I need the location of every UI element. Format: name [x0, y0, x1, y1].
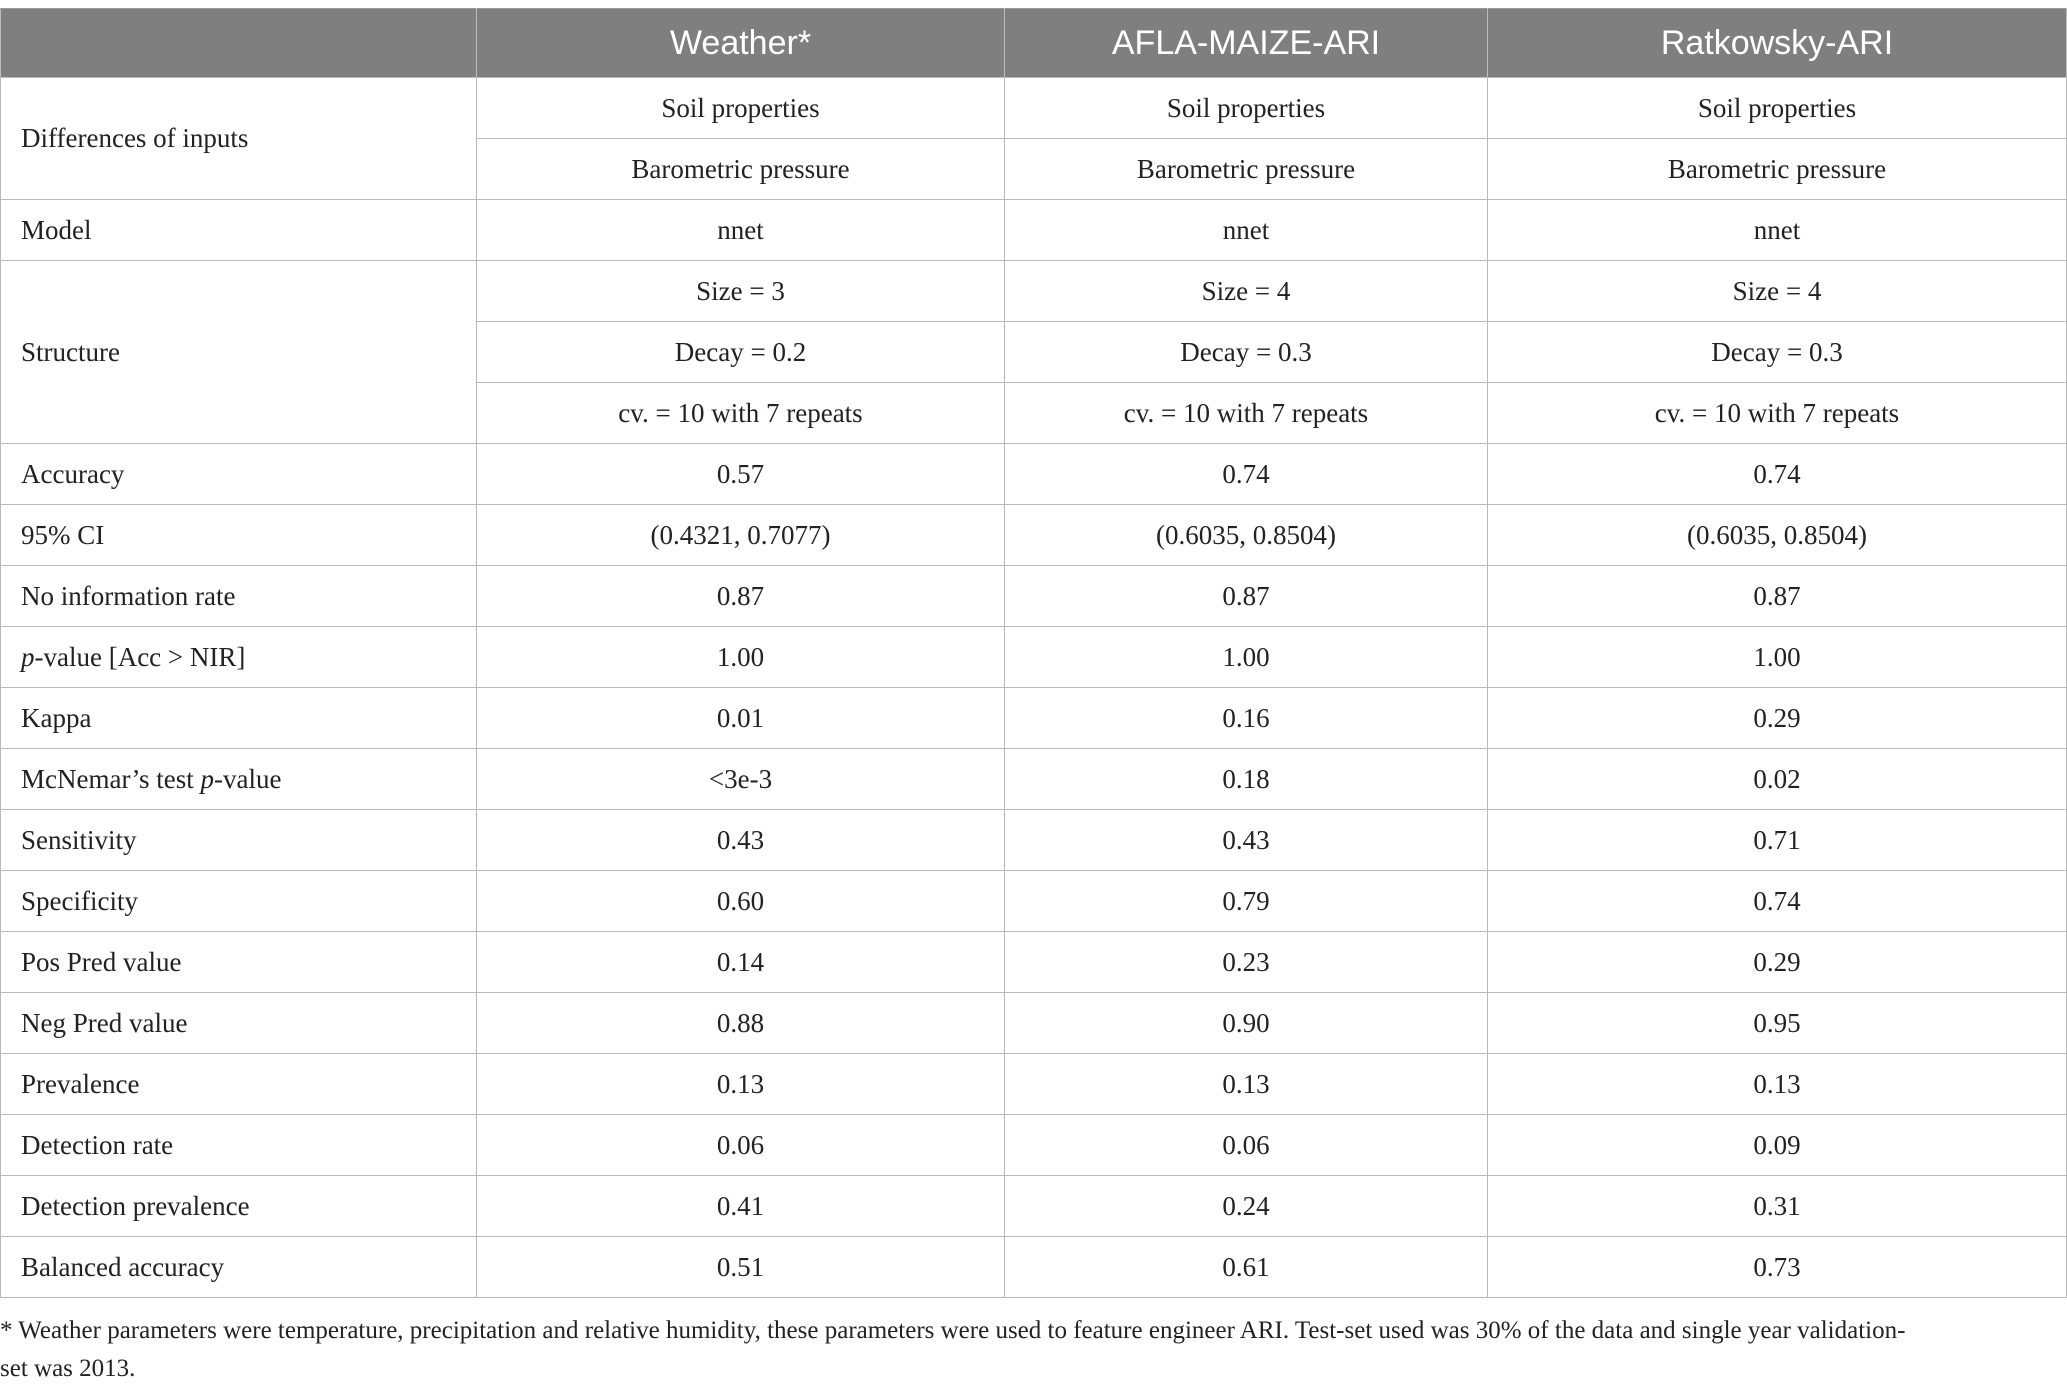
- table-row: [1, 993, 2067, 1054]
- table-cell: 0.74: [1005, 444, 1488, 505]
- row-label: Pos Pred value: [1, 932, 477, 993]
- table-cell: 0.29: [1488, 688, 2067, 749]
- row-label: Neg Pred value: [1, 993, 477, 1054]
- table-cell: 0.06: [477, 1115, 1005, 1176]
- table-cell: 0.87: [1005, 566, 1488, 627]
- row-label: Sensitivity: [1, 810, 477, 871]
- table-cell: (0.6035, 0.8504): [1005, 505, 1488, 566]
- table-cell: Decay = 0.3: [1005, 322, 1488, 383]
- table-cell: 0.57: [477, 444, 1005, 505]
- table-cell: Soil properties: [1005, 78, 1488, 139]
- table-footnote: [0, 1312, 2060, 1388]
- table-cell: cv. = 10 with 7 repeats: [1005, 383, 1488, 444]
- table-row: [1, 688, 2067, 749]
- table-cell: 0.87: [477, 566, 1005, 627]
- table-cell: Barometric pressure: [1005, 139, 1488, 200]
- table-cell: 0.71: [1488, 810, 2067, 871]
- row-label: Detection prevalence: [1, 1176, 477, 1237]
- table-cell: 0.29: [1488, 932, 2067, 993]
- table-row: [1, 1115, 2067, 1176]
- table-cell: 0.51: [477, 1237, 1005, 1298]
- header-ratkowsky-ari: Ratkowsky-ARI: [1488, 9, 2067, 78]
- table-cell: nnet: [1005, 200, 1488, 261]
- row-label: No information rate: [1, 566, 477, 627]
- table-cell: 0.74: [1488, 444, 2067, 505]
- table-cell: cv. = 10 with 7 repeats: [477, 383, 1005, 444]
- table-cell: 0.61: [1005, 1237, 1488, 1298]
- table-cell: 0.06: [1005, 1115, 1488, 1176]
- table-cell: 0.13: [477, 1054, 1005, 1115]
- row-label-rest: -value: [213, 763, 282, 794]
- row-label: Kappa: [1, 688, 477, 749]
- table-cell: Size = 4: [1488, 261, 2067, 322]
- row-label-rest: -value [Acc > NIR]: [34, 641, 246, 672]
- row-label-pre: McNemar’s test: [21, 763, 201, 794]
- table-cell: 0.13: [1005, 1054, 1488, 1115]
- table-row: [1, 932, 2067, 993]
- table-row: [1, 261, 2067, 322]
- row-label-italic: p: [21, 641, 35, 672]
- table-cell: 0.95: [1488, 993, 2067, 1054]
- row-label: [1, 749, 477, 810]
- table-cell: Barometric pressure: [477, 139, 1005, 200]
- row-label: Prevalence: [1, 1054, 477, 1115]
- row-label: Differences of inputs: [1, 78, 477, 200]
- table-cell: Decay = 0.2: [477, 322, 1005, 383]
- table-cell: 0.43: [477, 810, 1005, 871]
- row-label: Specificity: [1, 871, 477, 932]
- table-cell: Soil properties: [1488, 78, 2067, 139]
- row-label: [1, 627, 477, 688]
- table-cell: 0.60: [477, 871, 1005, 932]
- table-cell: (0.6035, 0.8504): [1488, 505, 2067, 566]
- table-cell: 0.74: [1488, 871, 2067, 932]
- table-cell: 0.87: [1488, 566, 2067, 627]
- row-label: Model: [1, 200, 477, 261]
- table-row: [1, 1237, 2067, 1298]
- table-cell: cv. = 10 with 7 repeats: [1488, 383, 2067, 444]
- table-cell: 1.00: [1488, 627, 2067, 688]
- table-row: [1, 78, 2067, 139]
- header-row: [1, 9, 2067, 78]
- results-table: [0, 8, 2067, 1298]
- table-cell: 0.24: [1005, 1176, 1488, 1237]
- table-row: [1, 1176, 2067, 1237]
- table-row: [1, 1054, 2067, 1115]
- table-cell: Size = 4: [1005, 261, 1488, 322]
- table-cell: nnet: [1488, 200, 2067, 261]
- table-cell: 1.00: [477, 627, 1005, 688]
- table-row: [1, 871, 2067, 932]
- row-label-italic: p: [200, 763, 214, 794]
- row-label: Structure: [1, 261, 477, 444]
- row-label: Accuracy: [1, 444, 477, 505]
- table-cell: Barometric pressure: [1488, 139, 2067, 200]
- header-blank: [1, 9, 477, 78]
- row-label: Balanced accuracy: [1, 1237, 477, 1298]
- table-cell: 0.31: [1488, 1176, 2067, 1237]
- footnote-line-2: set was 2013.: [0, 1355, 136, 1382]
- row-label: 95% CI: [1, 505, 477, 566]
- table-cell: 0.88: [477, 993, 1005, 1054]
- table-cell: nnet: [477, 200, 1005, 261]
- table-row: [1, 627, 2067, 688]
- footnote-line-1: * Weather parameters were temperature, precipitation and relative humidity, these parameters were used to feature engineer ARI. Test-set used was 30% of the data and single year validation-: [0, 1317, 1906, 1344]
- table-cell: 0.16: [1005, 688, 1488, 749]
- table-cell: 0.13: [1488, 1054, 2067, 1115]
- table-cell: (0.4321, 0.7077): [477, 505, 1005, 566]
- table-cell: 0.90: [1005, 993, 1488, 1054]
- table-cell: Size = 3: [477, 261, 1005, 322]
- table-row: [1, 566, 2067, 627]
- table-row: [1, 810, 2067, 871]
- table-cell: <3e-3: [477, 749, 1005, 810]
- table-cell: 0.23: [1005, 932, 1488, 993]
- table-cell: 0.73: [1488, 1237, 2067, 1298]
- table-cell: Soil properties: [477, 78, 1005, 139]
- table-cell: 0.01: [477, 688, 1005, 749]
- table-cell: Decay = 0.3: [1488, 322, 2067, 383]
- table-row: [1, 749, 2067, 810]
- table-row: [1, 444, 2067, 505]
- table-container: [0, 8, 2067, 1298]
- header-weather: Weather*: [477, 9, 1005, 78]
- header-afla-maize-ari: AFLA-MAIZE-ARI: [1005, 9, 1488, 78]
- table-cell: 0.09: [1488, 1115, 2067, 1176]
- table-cell: 0.41: [477, 1176, 1005, 1237]
- table-cell: 1.00: [1005, 627, 1488, 688]
- table-cell: 0.43: [1005, 810, 1488, 871]
- table-cell: 0.18: [1005, 749, 1488, 810]
- table-row: [1, 505, 2067, 566]
- table-row: [1, 200, 2067, 261]
- table-cell: 0.02: [1488, 749, 2067, 810]
- table-cell: 0.79: [1005, 871, 1488, 932]
- table-cell: 0.14: [477, 932, 1005, 993]
- row-label: Detection rate: [1, 1115, 477, 1176]
